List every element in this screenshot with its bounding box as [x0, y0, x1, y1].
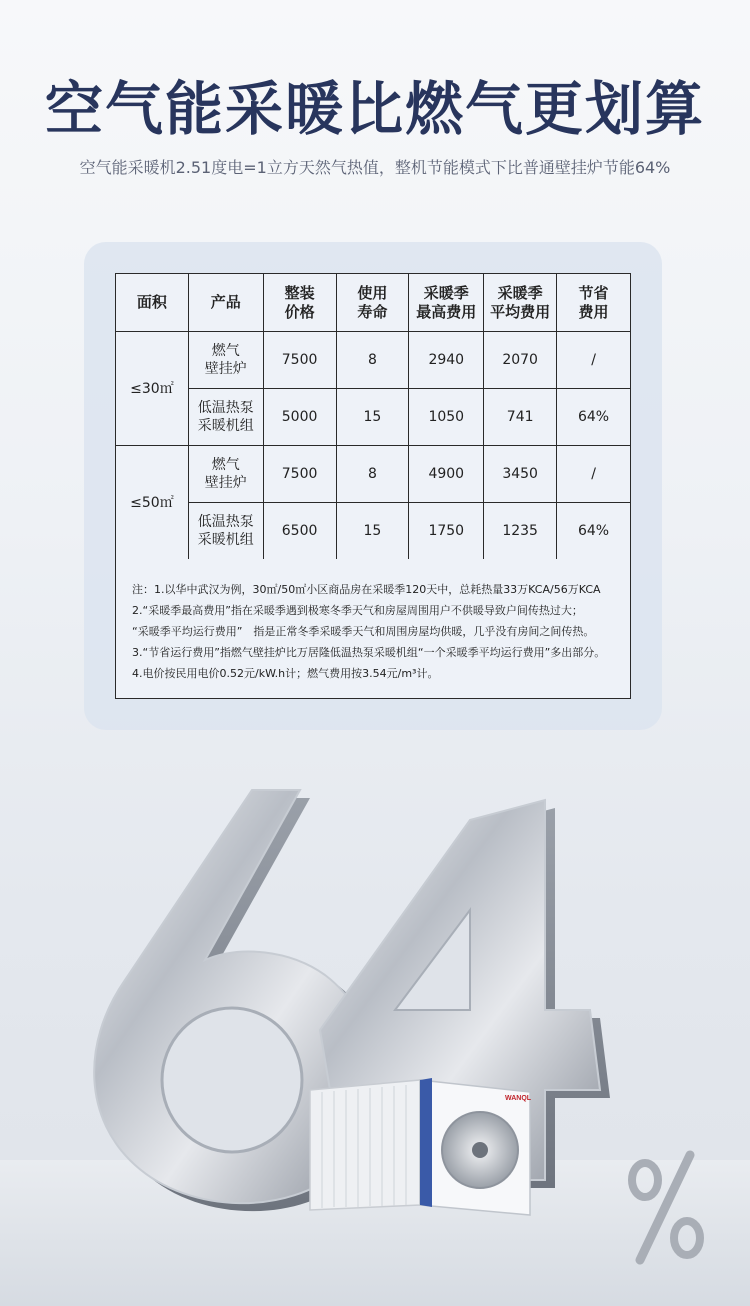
note-line: 注：1.以华中武汉为例，30㎡/50㎡小区商品房在采暖季120天中，总耗热量33万KCA/56万KCA [132, 583, 601, 596]
note-line: 3.“节省运行费用”指燃气壁挂炉比万居隆低温热泵采暖机组“一个采暖季平均运行费用”多出部分。 [132, 646, 606, 659]
table-row [116, 332, 631, 389]
product-cell: 燃气 壁挂炉 [188, 446, 263, 503]
life-cell: 8 [336, 446, 409, 503]
table-row [116, 446, 631, 503]
comparison-table [115, 273, 631, 560]
saving-cell: 64% [557, 389, 631, 446]
max-cost-cell: 1050 [409, 389, 484, 446]
heat-pump-unit [310, 1078, 532, 1215]
product-cell: 燃气 壁挂炉 [188, 332, 263, 389]
max-cost-cell: 1750 [409, 503, 484, 560]
price-cell: 7500 [263, 332, 336, 389]
life-cell: 15 [336, 503, 409, 560]
product-cell: 低温热泵 采暖机组 [188, 503, 263, 560]
avg-cost-cell: 1235 [484, 503, 557, 560]
saving-cell: / [557, 446, 631, 503]
max-cost-cell: 4900 [409, 446, 484, 503]
page-title: 空气能采暖比燃气更划算 [44, 75, 705, 143]
table-notes [115, 559, 631, 699]
table-row [116, 389, 631, 446]
saving-cell: 64% [557, 503, 631, 560]
product-cell: 低温热泵 采暖机组 [188, 389, 263, 446]
life-cell: 8 [336, 332, 409, 389]
brand-logo: WANQL [505, 1095, 532, 1102]
price-cell: 5000 [263, 389, 336, 446]
area-cell: ≤50㎡ [116, 446, 189, 560]
header-saving: 节省 费用 [557, 274, 631, 332]
header-max-cost: 采暖季 最高费用 [409, 274, 484, 332]
table-row [116, 503, 631, 560]
saving-cell: / [557, 332, 631, 389]
note-line: “采暖季平均运行费用” 指是正常冬季采暖季天气和周围房屋均供暖，几乎没有房间之间传热。 [132, 625, 595, 638]
avg-cost-cell: 741 [484, 389, 557, 446]
life-cell: 15 [336, 389, 409, 446]
page-subtitle: 空气能采暖机2.51度电=1立方天然气热值，整机节能模式下比普通壁挂炉节能64% [79, 158, 671, 177]
header-life: 使用 寿命 [336, 274, 409, 332]
area-cell: ≤30㎡ [116, 332, 189, 446]
header-product: 产品 [188, 274, 263, 332]
price-cell: 7500 [263, 446, 336, 503]
header-price: 整装 价格 [263, 274, 336, 332]
header-avg-cost: 采暖季 平均费用 [484, 274, 557, 332]
hero-illustration [0, 760, 750, 1306]
max-cost-cell: 2940 [409, 332, 484, 389]
avg-cost-cell: 3450 [484, 446, 557, 503]
note-line: 2.“采暖季最高费用”指在采暖季遇到极寒冬季天气和房屋周围用户不供暖导致户间传热过大； [132, 604, 583, 617]
price-cell: 6500 [263, 503, 336, 560]
avg-cost-cell: 2070 [484, 332, 557, 389]
table-header-row [116, 274, 631, 332]
note-line: 4.电价按民用电价0.52元/kW.h计；燃气费用按3.54元/m³计。 [132, 667, 439, 680]
header-area: 面积 [116, 274, 189, 332]
